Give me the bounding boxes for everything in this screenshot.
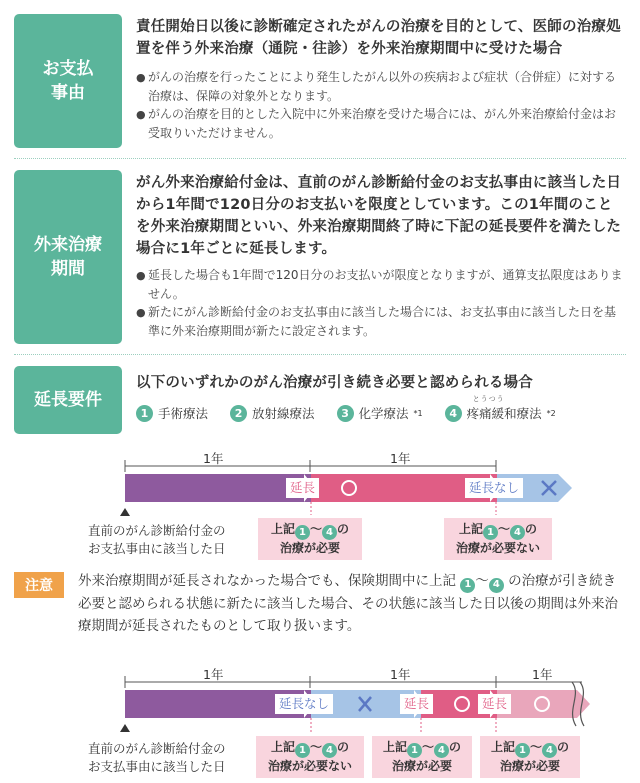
method-name: 放射線療法 <box>252 406 315 421</box>
no-extend-label: 延長なし <box>275 694 333 714</box>
text: 治療が必要 <box>391 759 452 773</box>
number-1-icon: 1 <box>136 405 153 422</box>
caution-tag: 注意 <box>14 572 64 598</box>
number-1-icon: 1 <box>295 743 310 758</box>
label-line: 事由 <box>51 83 85 103</box>
text: ～ <box>421 740 434 754</box>
footnote-mark: *2 <box>546 408 556 418</box>
no-extend-label: 延長なし <box>465 478 523 498</box>
method-name: 手術療法 <box>158 406 209 421</box>
payment-reason-note: ● がんの治療を目的とした入院中に外来治療を受けた場合には、がん外来治療給付金はお受取りいただけません。 <box>136 105 626 142</box>
text: の <box>449 740 462 754</box>
outpatient-period-note: ● 延長した場合も1年間で120日分のお支払いが限度となりますが、通算支払限度はありません。 <box>136 266 626 303</box>
extend-label: 延長 <box>400 694 433 714</box>
year-label: 1年 <box>203 667 224 682</box>
start-date-label: 直前のがん診断給付金の お支払事由に該当した日 <box>88 523 226 556</box>
text: ～ <box>475 573 489 589</box>
number-1-icon: 1 <box>460 578 475 593</box>
text: 上記 <box>270 740 295 754</box>
condition-box-no <box>256 736 364 778</box>
outpatient-period-lead: がん外来治療給付金は、直前のがん診断給付金のお支払事由に該当した日から1年間で120日分のお支払いを限度としています。この1年間のことを外来治療期間といい、外来治療期間終了時に下記の延長要件を満たした場合に1年ごとに延長します。 <box>136 175 622 257</box>
text: 治療が必要 <box>499 759 560 773</box>
text: の <box>337 740 350 754</box>
condition-box-yes <box>372 736 472 778</box>
label-line: 外来治療 <box>34 235 102 255</box>
start-date-label: 直前のがん診断給付金の お支払事由に該当した日 <box>88 741 226 774</box>
text: 上記 <box>458 522 483 536</box>
start-marker-icon <box>120 724 130 732</box>
text: ～ <box>309 740 322 754</box>
extend-label: 延長 <box>478 694 511 714</box>
text: 外来治療期間が延長されなかった場合でも、保険期間中に上記 <box>78 573 456 589</box>
number-4-icon: 4 <box>542 743 557 758</box>
text: の治療が引き続き必要と認められる状態に新たに該当した場合、その状態に該当した日以後の期間は外来治療期間が延長されたものとして取り扱います。 <box>78 573 618 634</box>
text: 治療が必要ない <box>267 759 352 773</box>
text: 治療が必要 <box>279 541 340 555</box>
text: の <box>525 522 538 536</box>
year-label: 1年 <box>390 451 411 466</box>
number-4-icon: 4 <box>322 743 337 758</box>
condition-box-yes <box>480 736 580 778</box>
number-4-icon: 4 <box>322 525 337 540</box>
text: ～ <box>497 522 510 536</box>
text: の <box>337 522 350 536</box>
number-1-icon: 1 <box>407 743 422 758</box>
number-4-icon: 4 <box>445 405 462 422</box>
year-label: 1年 <box>390 667 411 682</box>
year-label: 1年 <box>203 451 224 466</box>
number-3-icon: 3 <box>337 405 354 422</box>
payment-reason-note: ● がんの治療を行ったことにより発生したがん以外の疾病および症状（合併症）に対する治療は、保障の対象外となります。 <box>136 68 626 105</box>
extension-lead: 以下のいずれかのがん治療が引き続き必要と認められる場合 <box>136 375 533 391</box>
text: 上記 <box>490 740 515 754</box>
number-2-icon: 2 <box>230 405 247 422</box>
number-4-icon: 4 <box>510 525 525 540</box>
text: ～ <box>309 522 322 536</box>
outpatient-period-note: ● 新たにがん診断給付金のお支払事由に該当した場合には、お支払事由に該当した日を基準に外来治療期間が新たに設定されます。 <box>136 303 626 340</box>
method-name: 化学療法 <box>358 406 409 421</box>
ruby-reading: とうつう <box>472 395 505 403</box>
payment-reason-lead: 責任開始日以後に診断確定されたがんの治療を目的として、医師の治療処置を伴う外来治療（通院・往診）を外来治療期間中に受けた場合 <box>136 19 621 57</box>
method-name: 疼痛緩和療法 <box>466 406 542 421</box>
text: 治療が必要ない <box>455 541 540 555</box>
number-1-icon: 1 <box>515 743 530 758</box>
text: 上記 <box>382 740 407 754</box>
number-4-icon: 4 <box>434 743 449 758</box>
text: ～ <box>529 740 542 754</box>
label-line: お支払 <box>42 59 94 79</box>
number-1-icon: 1 <box>295 525 310 540</box>
year-label: 1年 <box>532 667 553 682</box>
label-line: 延長要件 <box>34 390 102 410</box>
footnote-mark: *1 <box>413 408 423 418</box>
extend-label: 延長 <box>286 478 319 498</box>
number-1-icon: 1 <box>483 525 498 540</box>
label-line: 期間 <box>51 259 85 279</box>
text: の <box>557 740 570 754</box>
number-4-icon: 4 <box>489 578 504 593</box>
text: 上記 <box>270 522 295 536</box>
